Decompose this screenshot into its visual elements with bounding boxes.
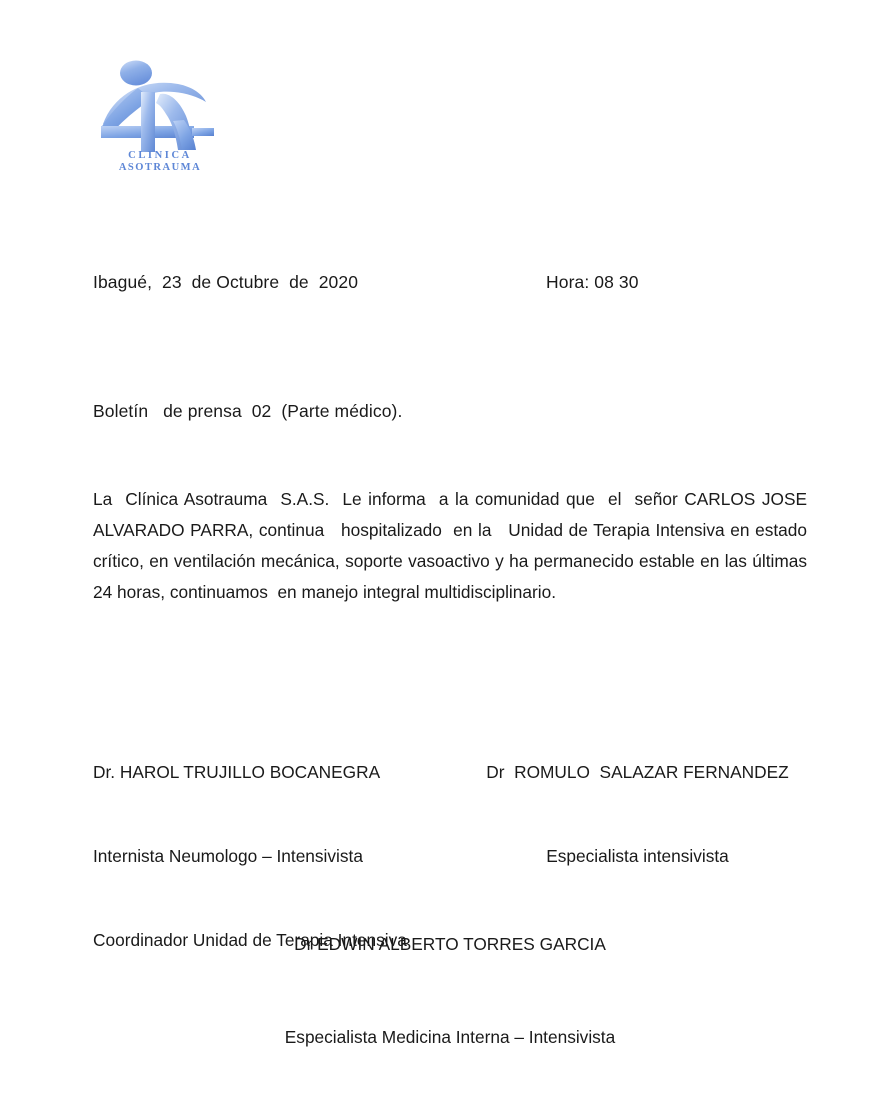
place-and-date: Ibagué, 23 de Octubre de 2020: [93, 272, 359, 292]
logo-wordmark: [102, 150, 218, 175]
bulletin-subject: Boletín de prensa 02 (Parte médico).: [93, 401, 403, 421]
signature-center-name: Dr EDWIN ALBERTO TORRES GARCIA: [294, 934, 606, 954]
bulletin-body: La Clínica Asotrauma S.A.S. Le informa a la comunidad que el señor CARLOS JOSE ALVARADO PARRA, continua hospitalizado en la Unidad de Terapia Intensiva en estado crítico, en ventilación mecánica, soporte vasoactivo y ha permanecido estable en las últimas 24 horas, continuamos en manejo integral multidisciplinario.: [93, 489, 812, 602]
signature-left-title: Internista Neumologo – Intensivista: [93, 846, 363, 866]
signature-right-name: Dr ROMULO SALAZAR FERNANDEZ: [486, 762, 789, 782]
clinica-asotrauma-logo-icon: [98, 58, 216, 153]
clinic-logo: [98, 58, 228, 183]
signature-left-role: Coordinador Unidad de Terapia Intensiva: [93, 930, 407, 950]
signature-right-title: Especialista intensivista: [546, 846, 729, 866]
signature-block-center: [93, 867, 807, 1115]
signature-center-title: Especialista Medicina Interna – Intensivista: [284, 1027, 616, 1047]
logo-wordmark-line-2: ASOTRAUMA: [118, 162, 202, 174]
time-label: Hora: 08 30: [546, 272, 639, 292]
signature-left-name: Dr. HAROL TRUJILLO BOCANEGRA: [93, 762, 381, 782]
logo-wordmark-line-1: CLINICA: [128, 150, 192, 161]
